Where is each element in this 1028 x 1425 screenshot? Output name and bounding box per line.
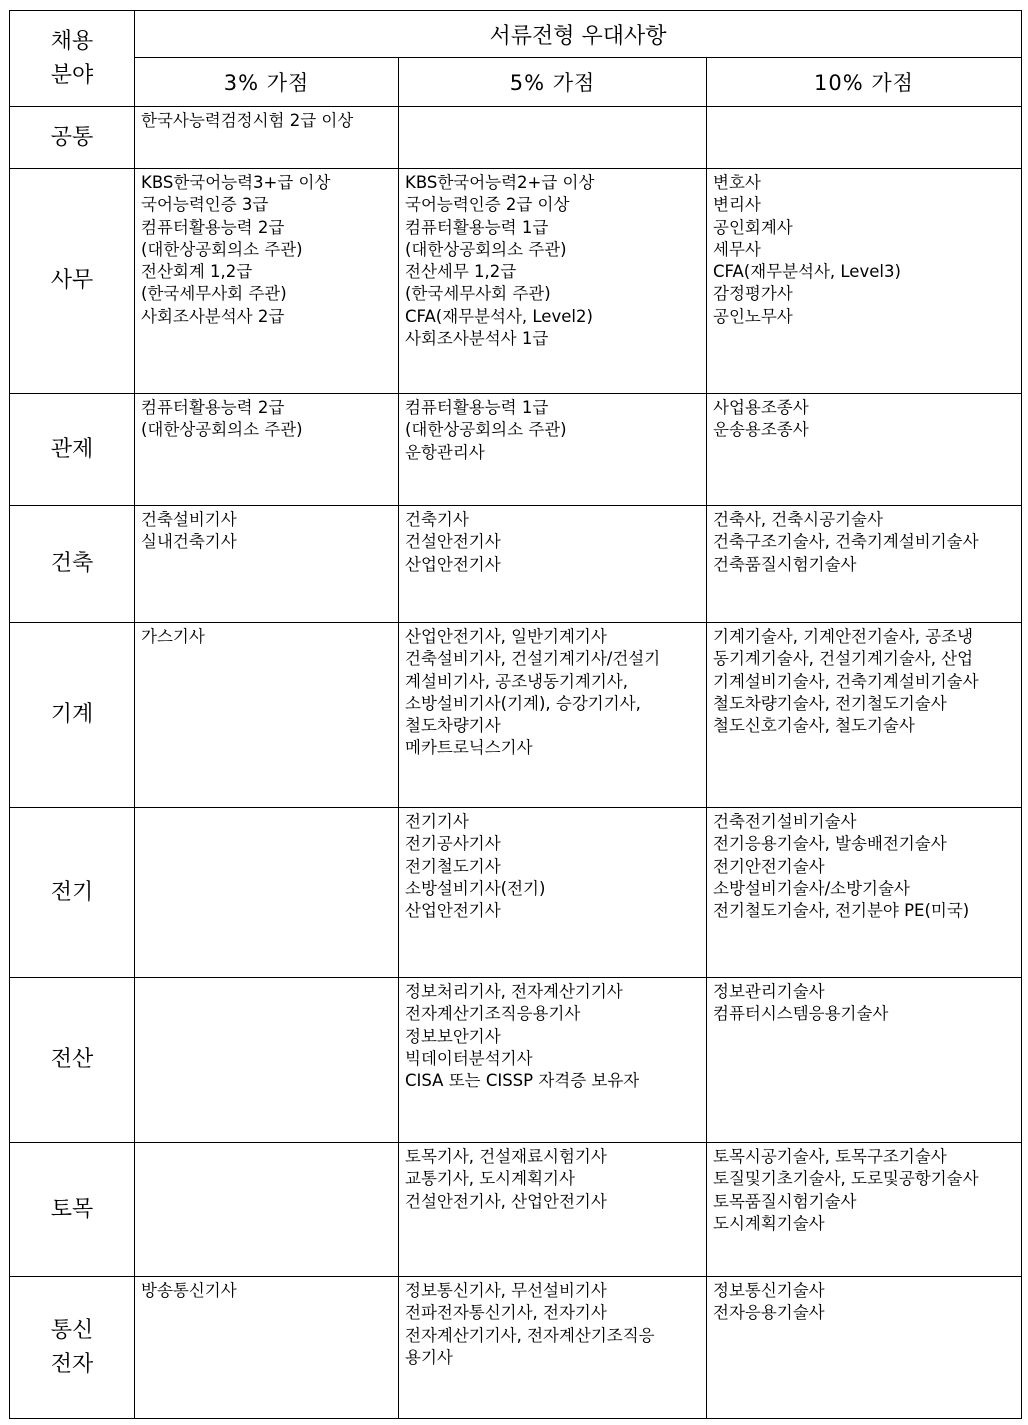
qualification-item: 세무사 [713,239,761,259]
category-label: 공통 [50,124,94,150]
qualification-item: CISA 또는 CISSP 자격증 보유자 [405,1071,640,1091]
preference-table [9,10,1022,1419]
qualification-item: 변호사 [713,173,761,192]
qualification-cell-p10 [707,394,1022,506]
category-label: 통신 [50,1317,94,1343]
category-label: 전자 [50,1351,94,1377]
qualification-item: 산업안전기사 [405,554,501,574]
qualification-item: 정보관리기술사 [713,982,825,1001]
qualification-item: (대한상공회의소 주관) [141,420,303,440]
qualification-item: 컴퓨터시스템응용기술사 [713,1004,889,1024]
qualification-item: 토질및기초기술사, 도로및공항기술사 [713,1169,979,1189]
qualification-item: 전기안전기술사 [713,856,825,876]
category-label: 건축 [50,551,94,576]
qualification-cell-p5 [399,1143,707,1277]
qualification-item: 소방설비기사(전기) [405,878,546,898]
table-row [10,506,1022,623]
qualification-item: 건축설비기사, 건설기계기사/건설기 [405,649,661,669]
table-title: 서류전형 우대사항 [135,11,1022,58]
qualification-cell-p3 [135,1277,399,1419]
qualification-cell-p3 [135,978,399,1143]
category-cell [10,107,135,169]
qualification-cell-p3 [135,623,399,808]
qualification-item: 기계설비기술사, 건축기계설비기술사 [713,671,979,691]
table-row [10,808,1022,978]
qualification-item: 전자응용기술사 [713,1303,825,1323]
qualification-cell-p5 [399,808,707,978]
qualification-item: 계설비기사, 공조냉동기계기사, [405,671,628,691]
qualification-item: 토목품질시험기술사 [713,1191,857,1211]
qualification-cell-p5 [399,978,707,1143]
qualification-cell-p3 [135,808,399,978]
qualification-item: 변리사 [713,195,761,215]
category-header [10,11,135,107]
qualification-cell-p5 [399,107,707,169]
qualification-item: 정보보안기사 [405,1026,501,1046]
qualification-item: 운송용조종사 [713,420,809,440]
category-label: 사무 [50,268,94,293]
qualification-item: 운항관리사 [405,442,485,462]
table-row [10,978,1022,1143]
qualification-item: 공인회계사 [713,217,793,237]
qualification-item: 건축기사 [405,510,469,529]
qualification-item: 건축설비기사 [141,510,237,529]
qualification-item: 감정평가사 [713,284,793,304]
table-row [10,1143,1022,1277]
qualification-item: 교통기사, 도시계획기사 [405,1169,575,1189]
category-cell [10,394,135,506]
qualification-item: (한국세무사회 주관) [141,284,287,304]
table-row [10,394,1022,506]
qualification-item: 전산세무 1,2급 [405,262,517,282]
qualification-item: 산업안전기사, 일반기계기사 [405,627,607,646]
qualification-item: KBS한국어능력2+급 이상 [405,173,595,192]
qualification-item: 컴퓨터활용능력 2급 [141,217,285,237]
qualification-cell-p10 [707,506,1022,623]
qualification-item: 빅데이터분석기사 [405,1048,533,1068]
qualification-item: 동기계기술사, 건설기계기술사, 산업 [713,649,974,669]
qualification-item: 소방설비기사(기계), 승강기기사, [405,693,641,713]
category-cell [10,1143,135,1277]
column-header-5pct: 5% 가점 [399,58,707,107]
qualification-cell-p5 [399,394,707,506]
qualification-item: 건축구조기술사, 건축기계설비기술사 [713,532,979,552]
category-cell [10,169,135,394]
qualification-item: 전기공사기사 [405,834,501,854]
table-row [10,1277,1022,1419]
column-header-3pct: 3% 가점 [135,58,399,107]
qualification-item: KBS한국어능력3+급 이상 [141,173,331,192]
category-label: 토목 [50,1196,94,1222]
qualification-item: 전자계산기기사, 전자계산기조직응 [405,1325,655,1345]
table-row [10,169,1022,394]
qualification-item: 컴퓨터활용능력 1급 [405,217,549,237]
qualification-cell-p10 [707,978,1022,1143]
qualification-item: 방송통신기사 [141,1281,237,1300]
category-label: 전기 [50,879,94,905]
qualification-item: 산업안전기사 [405,901,501,921]
qualification-item: CFA(재무분석사, Level2) [405,306,593,326]
qualification-cell-p5 [399,506,707,623]
qualification-cell-p5 [399,623,707,808]
qualification-item: 컴퓨터활용능력 2급 [141,398,285,417]
qualification-item: 메카트로닉스기사 [405,738,533,758]
category-label: 기계 [50,702,94,727]
qualification-item: 철도차량기술사, 전기철도기술사 [713,693,947,713]
qualification-item: 전기철도기사 [405,856,501,876]
qualification-item: 토목시공기술사, 토목구조기술사 [713,1147,947,1166]
qualification-item: 컴퓨터활용능력 1급 [405,398,549,417]
qualification-cell-p10 [707,1277,1022,1419]
category-header-line2: 분야 [50,62,94,88]
category-cell [10,808,135,978]
qualification-item: 사회조사분석사 1급 [405,329,549,349]
qualification-item: 건설안전기사, 산업안전기사 [405,1191,607,1211]
qualification-cell-p10 [707,808,1022,978]
category-cell [10,978,135,1143]
qualification-item: 공인노무사 [713,306,793,326]
qualification-cell-p3 [135,169,399,394]
category-cell [10,623,135,808]
qualification-item: 국어능력인증 3급 [141,195,269,215]
qualification-item: 사회조사분석사 2급 [141,306,285,326]
qualification-cell-p10 [707,1143,1022,1277]
qualification-cell-p10 [707,107,1022,169]
qualification-item: 용기사 [405,1347,453,1367]
qualification-item: 전기기사 [405,812,469,831]
qualification-item: 건축전기설비기술사 [713,812,857,831]
qualification-item: 전산회계 1,2급 [141,262,253,282]
category-header-line1: 채용 [50,28,94,54]
qualification-item: 한국사능력검정시험 2급 이상 [141,111,354,130]
qualification-item: 전기철도기술사, 전기분야 PE(미국) [713,901,970,921]
qualification-item: 토목기사, 건설재료시험기사 [405,1147,607,1166]
qualification-cell-p3 [135,107,399,169]
qualification-item: 사업용조종사 [713,398,809,417]
qualification-cell-p3 [135,1143,399,1277]
category-label: 관제 [50,436,94,462]
qualification-item: 정보통신기사, 무선설비기사 [405,1281,607,1300]
qualification-cell-p3 [135,394,399,506]
qualification-cell-p5 [399,169,707,394]
qualification-item: 정보통신기술사 [713,1281,825,1300]
category-label: 전산 [50,1047,94,1072]
qualification-item: 도시계획기술사 [713,1213,825,1233]
qualification-item: 철도신호기술사, 철도기술사 [713,716,915,736]
qualification-item: (대한상공회의소 주관) [405,420,567,440]
qualification-item: 건축사, 건축시공기술사 [713,510,883,529]
qualification-item: (한국세무사회 주관) [405,284,551,304]
category-cell [10,506,135,623]
table-row [10,623,1022,808]
qualification-item: 철도차량기사 [405,716,501,736]
qualification-item: 건축품질시험기술사 [713,554,857,574]
qualification-cell-p10 [707,623,1022,808]
qualification-item: (대한상공회의소 주관) [141,239,303,259]
qualification-item: 기계기술사, 기계안전기술사, 공조냉 [713,627,974,646]
qualification-item: 전파전자통신기사, 전자기사 [405,1303,607,1323]
qualification-item: CFA(재무분석사, Level3) [713,262,901,282]
qualification-item: 정보처리기사, 전자계산기기사 [405,982,623,1001]
qualification-item: 국어능력인증 2급 이상 [405,195,570,215]
qualification-item: 건설안전기사 [405,532,501,552]
qualification-cell-p10 [707,169,1022,394]
qualification-cell-p3 [135,506,399,623]
qualification-item: 전자계산기조직응용기사 [405,1004,581,1024]
category-cell [10,1277,135,1419]
qualification-cell-p5 [399,1277,707,1419]
qualification-item: 소방설비기술사/소방기술사 [713,878,910,898]
qualification-item: 실내건축기사 [141,532,237,552]
table-row [10,107,1022,169]
qualification-item: 가스기사 [141,627,205,646]
qualification-item: (대한상공회의소 주관) [405,239,567,259]
qualification-item: 전기응용기술사, 발송배전기술사 [713,834,947,854]
column-header-10pct: 10% 가점 [707,58,1022,107]
